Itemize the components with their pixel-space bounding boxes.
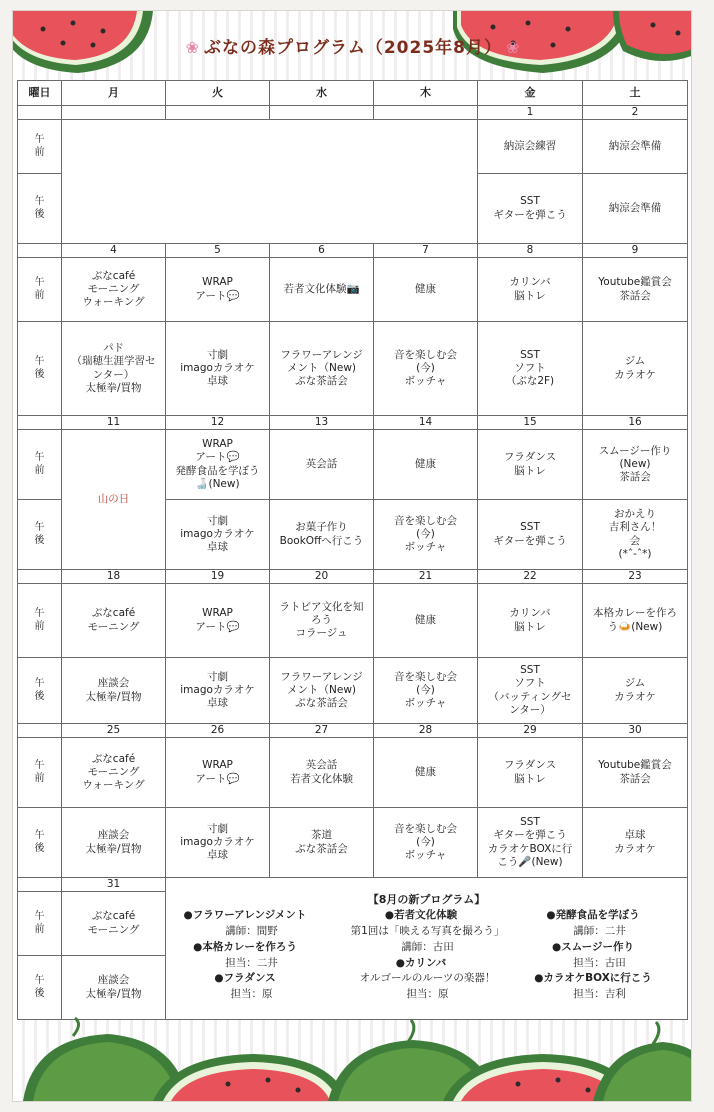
pm-label: 午 後	[18, 322, 62, 416]
weekday-wed: 水	[270, 81, 374, 106]
am-label: 午 前	[18, 430, 62, 500]
pm-label: 午 後	[18, 174, 62, 244]
program-note: オルゴールのルーツの楽器！	[359, 972, 496, 985]
pm-row	[18, 808, 688, 878]
program-cell: 寸劇 imagoカラオケ 卓球	[166, 322, 270, 416]
program-cell: SST ギターを弾こう	[478, 500, 583, 570]
new-programs-title: 【8月の新プログラム】	[367, 893, 486, 907]
date-cell: 13	[270, 416, 374, 430]
date-row	[18, 416, 688, 430]
program-name: ●スムージー作り	[552, 940, 634, 953]
program-cell: 寸劇 imagoカラオケ 卓球	[166, 500, 270, 570]
program-name: ●フラワーアレンジメント	[183, 909, 307, 922]
date-cell: 30	[583, 724, 688, 738]
pm-row	[18, 322, 688, 416]
pm-label: 午 後	[18, 808, 62, 878]
day-label: 曜日	[18, 81, 62, 106]
program-cell: スムージー作り (New) 茶話会	[583, 430, 688, 500]
flower-icon: ❀	[185, 38, 200, 57]
date-cell: 2	[583, 106, 688, 120]
date-row	[18, 724, 688, 738]
weekday-mon: 月	[62, 81, 166, 106]
program-cell: 納涼会準備	[583, 120, 688, 174]
date-cell: 11	[62, 416, 166, 430]
program-staff: 担当：二井	[225, 956, 278, 969]
weekday-thu: 木	[374, 81, 478, 106]
date-cell: 14	[374, 416, 478, 430]
program-cell: カリンバ 脳トレ	[478, 584, 583, 658]
program-cell: WRAP アート💬	[166, 584, 270, 658]
am-row	[18, 258, 688, 322]
program-cell: ジム カラオケ	[583, 658, 688, 724]
date-cell: 4	[62, 244, 166, 258]
program-cell: 茶道 ぶな茶話会	[270, 808, 374, 878]
program-staff: 講師：二井	[573, 925, 626, 937]
flower-icon: ❀	[505, 38, 521, 57]
program-cell: Youtube鑑賞会 茶話会	[583, 258, 688, 322]
program-cell: ラトビア文化を知 ろう コラージュ	[270, 584, 374, 658]
pm-label: 午 後	[18, 658, 62, 724]
date-cell: 31	[62, 878, 166, 892]
program-cell: ぶなcafé モーニング ウォーキング	[62, 258, 166, 322]
program-cell: フラダンス 脳トレ	[478, 738, 583, 808]
empty-cell	[62, 120, 478, 244]
date-cell: 12	[166, 416, 270, 430]
pm-label: 午 後	[18, 500, 62, 570]
program-cell: 健康	[374, 258, 478, 322]
am-row	[18, 738, 688, 808]
new-programs-box	[166, 878, 688, 1020]
new-programs-col-2	[324, 908, 518, 1003]
date-cell: 5	[166, 244, 270, 258]
calendar-sheet	[12, 10, 692, 1102]
date-cell: 7	[374, 244, 478, 258]
program-cell: 寸劇 imagoカラオケ 卓球	[166, 808, 270, 878]
program-cell: 英会話 若者文化体験	[270, 738, 374, 808]
program-name: ●本格カレーを作ろう	[193, 940, 297, 953]
program-name: ●フラダンス	[214, 972, 276, 985]
date-cell: 15	[478, 416, 583, 430]
date-cell	[166, 106, 270, 120]
date-cell: 25	[62, 724, 166, 738]
program-cell: 座談会 太極拳/買物	[62, 808, 166, 878]
program-cell: 納涼会準備	[583, 174, 688, 244]
date-cell: 19	[166, 570, 270, 584]
program-cell: カリンバ 脳トレ	[478, 258, 583, 322]
program-cell: 座談会 太極拳/買物	[62, 658, 166, 724]
program-staff: 講師：間野	[225, 925, 278, 937]
date-cell	[270, 106, 374, 120]
date-cell: 18	[62, 570, 166, 584]
am-label: 午 前	[18, 892, 62, 956]
am-row	[18, 584, 688, 658]
program-name: ●カラオケBOXに行こう	[534, 972, 652, 985]
program-cell: 本格カレーを作ろ う🍛(New)	[583, 584, 688, 658]
program-cell: フラダンス 脳トレ	[478, 430, 583, 500]
program-cell: SST ソフト （ぶな2F)	[478, 322, 583, 416]
program-cell: 健康	[374, 738, 478, 808]
program-cell: ぶなcafé モーニング	[62, 584, 166, 658]
new-programs-col-1	[166, 908, 324, 1003]
date-cell: 22	[478, 570, 583, 584]
program-cell: 納涼会練習	[478, 120, 583, 174]
date-cell: 9	[583, 244, 688, 258]
program-name: ●発酵食品を学ぼう	[546, 909, 640, 922]
am-row	[18, 120, 688, 174]
program-name: ●カリンバ	[395, 956, 447, 969]
date-cell: 20	[270, 570, 374, 584]
new-programs-col-3	[518, 908, 668, 1003]
am-row	[18, 430, 688, 500]
weekday-fri: 金	[478, 81, 583, 106]
program-staff: 担当：古田	[573, 956, 626, 969]
holiday-cell: 山の日	[62, 430, 166, 570]
program-cell: 音を楽しむ会 (今) ボッチャ	[374, 808, 478, 878]
program-calendar-table	[17, 80, 688, 1020]
date-cell: 26	[166, 724, 270, 738]
date-cell: 21	[374, 570, 478, 584]
date-row	[18, 878, 688, 892]
am-label: 午 前	[18, 258, 62, 322]
program-cell: Youtube鑑賞会 茶話会	[583, 738, 688, 808]
am-label: 午 前	[18, 584, 62, 658]
program-cell: 健康	[374, 584, 478, 658]
program-cell: ジム カラオケ	[583, 322, 688, 416]
program-cell: パド （瑞穂生涯学習セ ンター） 太極拳/買物	[62, 322, 166, 416]
weekday-sat: 土	[583, 81, 688, 106]
program-cell: 座談会 太極拳/買物	[62, 956, 166, 1020]
program-cell: 卓球 カラオケ	[583, 808, 688, 878]
program-cell: SST ギターを弾こう	[478, 174, 583, 244]
program-cell: 音を楽しむ会 (今) ボッチャ	[374, 322, 478, 416]
pm-row	[18, 658, 688, 724]
am-label: 午 前	[18, 120, 62, 174]
date-cell: 28	[374, 724, 478, 738]
date-cell: 29	[478, 724, 583, 738]
program-cell: SST ギターを弾こう カラオケBOXに行 こう🎤(New)	[478, 808, 583, 878]
program-cell: 音を楽しむ会 (今) ボッチャ	[374, 500, 478, 570]
program-cell: お菓子作り BookOffへ行こう	[270, 500, 374, 570]
weekday-header-row	[18, 81, 688, 106]
program-staff: 担当：原	[406, 988, 449, 1000]
program-cell: フラワーアレンジ メント（New) ぶな茶話会	[270, 658, 374, 724]
program-cell: 寸劇 imagoカラオケ 卓球	[166, 658, 270, 724]
program-cell: WRAP アート💬 発酵食品を学ぼう 🍶(New)	[166, 430, 270, 500]
date-cell: 27	[270, 724, 374, 738]
program-cell: 健康	[374, 430, 478, 500]
date-cell: 1	[478, 106, 583, 120]
date-cell	[62, 106, 166, 120]
program-cell: 英会話	[270, 430, 374, 500]
program-staff: 担当：原	[230, 988, 273, 1000]
program-cell: WRAP アート💬	[166, 258, 270, 322]
page-title: ❀ ぶなの森プログラム（2025年8月） ❀	[185, 38, 521, 58]
date-cell: 23	[583, 570, 688, 584]
program-cell: 音を楽しむ会 (今) ボッチャ	[374, 658, 478, 724]
date-cell: 6	[270, 244, 374, 258]
date-row	[18, 244, 688, 258]
program-cell: SST ソフト （バッティングセ ンター）	[478, 658, 583, 724]
weekday-tue: 火	[166, 81, 270, 106]
pm-label: 午 後	[18, 956, 62, 1020]
program-staff: 担当：吉利	[573, 988, 626, 1000]
program-cell: ぶなcafé モーニング ウォーキング	[62, 738, 166, 808]
watermelon-footer	[13, 1016, 691, 1101]
program-cell: 若者文化体験📷	[270, 258, 374, 322]
new-programs-columns	[166, 908, 687, 1003]
program-cell: ぶなcafé モーニング	[62, 892, 166, 956]
am-label: 午 前	[18, 738, 62, 808]
program-cell: フラワーアレンジ メント（New) ぶな茶話会	[270, 322, 374, 416]
date-row	[18, 570, 688, 584]
program-staff: 講師：古田	[401, 940, 454, 953]
date-cell: 16	[583, 416, 688, 430]
date-cell: 8	[478, 244, 583, 258]
program-cell: おかえり 吉利さん！ 会 (*ˆ-ˆ*)	[583, 500, 688, 570]
program-cell: WRAP アート💬	[166, 738, 270, 808]
date-cell	[374, 106, 478, 120]
program-note: 第1回は「映える写真を撮ろう」	[350, 925, 505, 937]
program-name: ●若者文化体験	[384, 909, 458, 922]
date-row	[18, 106, 688, 120]
